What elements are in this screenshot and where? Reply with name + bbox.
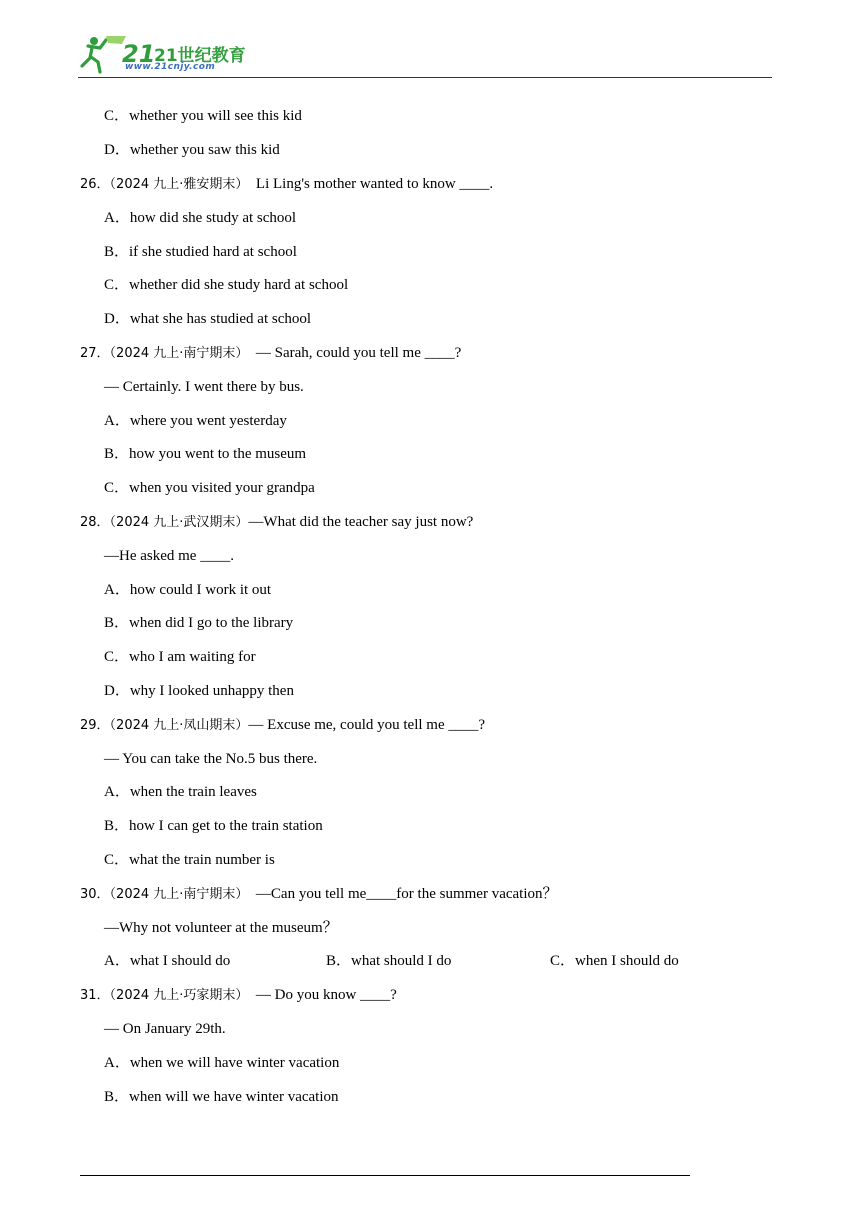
logo-text: 21世纪教育 — [154, 46, 246, 66]
question-source: （2024 九上·武汉期末） — [109, 515, 249, 530]
answer-line: B．how you went to the museum — [104, 446, 307, 462]
footer-rule — [80, 1175, 690, 1176]
question-stem — [80, 985, 397, 1006]
question-number: 27． — [80, 346, 110, 361]
answer-line: A．how did she study at school — [104, 210, 297, 226]
answer-line: B．how I can get to the train station — [104, 818, 323, 834]
answer-line: B．when did I go to the library — [104, 615, 294, 631]
question-stem — [80, 512, 473, 533]
answer-line: C．who I am waiting for — [104, 649, 256, 665]
answer-line: — On January 29th. — [104, 1021, 226, 1037]
question-source: （2024 九上·南宁期末） — [109, 346, 249, 361]
question-stem — [80, 715, 485, 736]
answer-line: A．how could I work it out — [104, 582, 272, 598]
logo-url: www.21cnjy.com — [125, 62, 216, 72]
answer-line: A．when the train leaves — [104, 784, 257, 800]
question-source: （2024 九上·雅安期末） — [109, 177, 249, 192]
question-stem — [80, 343, 461, 364]
page-header — [78, 32, 772, 78]
question-number: 26． — [80, 177, 110, 192]
q30-option-a: A．what I should do — [104, 953, 231, 969]
answer-line: D．what she has studied at school — [104, 311, 312, 327]
question-source: （2024 九上·南宁期末） — [109, 887, 249, 902]
answer-line: B．when will we have winter vacation — [104, 1089, 339, 1105]
answer-line: D．why I looked unhappy then — [104, 683, 294, 699]
answer-line: C．when you visited your grandpa — [104, 480, 315, 496]
header-rule — [78, 77, 772, 78]
answer-line: B．if she studied hard at school — [104, 244, 297, 260]
question-text: —What did the teacher say just now? — [248, 514, 474, 530]
svg-text:21: 21 — [122, 40, 156, 68]
question-number: 28． — [80, 515, 110, 530]
answer-line: C．whether did she study hard at school — [104, 277, 349, 293]
question-source: （2024 九上·凤山期末） — [109, 718, 249, 733]
answer-line: C．what the train number is — [104, 852, 275, 868]
answer-line: A．where you went yesterday — [104, 413, 287, 429]
question-text: — Sarah, could you tell me ____? — [248, 345, 462, 361]
answer-line: — Certainly. I went there by bus. — [104, 379, 304, 395]
answer-line: C．whether you will see this kid — [104, 108, 302, 124]
answer-line: —He asked me ____. — [104, 548, 234, 564]
question-stem — [80, 884, 558, 905]
answer-line: —Why not volunteer at the museum？ — [104, 920, 338, 936]
answer-line: A．when we will have winter vacation — [104, 1055, 340, 1071]
question-number: 31． — [80, 988, 110, 1003]
question-text: — Do you know ____? — [248, 987, 397, 1003]
question-text: —Can you tell me____for the summer vacation？ — [248, 886, 558, 902]
q30-option-b: B．what should I do — [326, 953, 452, 969]
question-number: 29． — [80, 718, 110, 733]
question-source: （2024 九上·巧家期末） — [109, 988, 249, 1003]
question-text: — Excuse me, could you tell me ____? — [248, 717, 486, 733]
question-stem — [80, 174, 493, 195]
answer-line: — You can take the No.5 bus there. — [104, 751, 318, 767]
question-number: 30． — [80, 887, 110, 902]
q30-option-c: C．when I should do — [550, 953, 679, 969]
question-text: Li Ling's mother wanted to know ____. — [248, 176, 494, 192]
answer-line: D．whether you saw this kid — [104, 142, 280, 158]
